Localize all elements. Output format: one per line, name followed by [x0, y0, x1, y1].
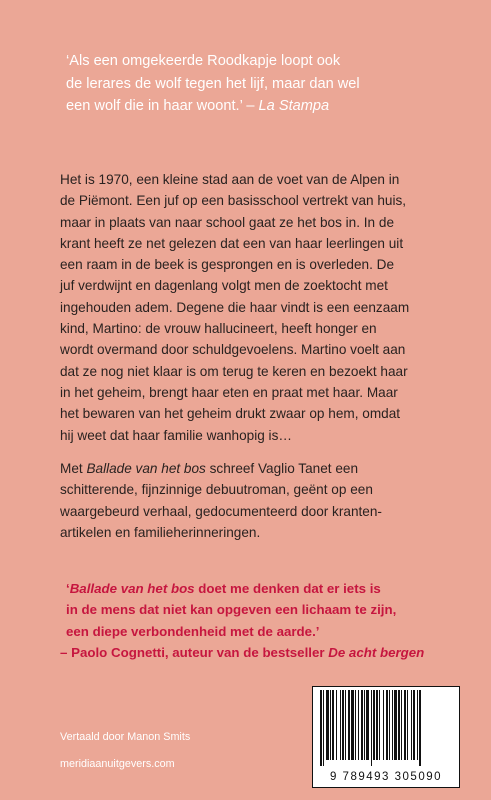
- intro-line-1: [60, 458, 445, 479]
- bottom-quote-line-1: [66, 578, 486, 599]
- top-quote-text: een wolf die in haar woont.’ –: [66, 98, 259, 114]
- intro-line-4: artikelen en familieherinneringen.: [60, 524, 261, 540]
- barcode-bar: [383, 690, 384, 760]
- barcode: [312, 686, 460, 788]
- barcode-bar: [355, 690, 356, 760]
- barcode-bar: [320, 690, 322, 766]
- bottom-quote-line-3: een diepe verbondenheid met de aarde.’: [66, 623, 320, 639]
- barcode-bar: [323, 690, 324, 766]
- barcode-bar: [366, 690, 369, 760]
- barcode-bar: [358, 690, 359, 760]
- blurb-line: juf verdwijnt en dagenlang volgt men de zoektocht met: [60, 278, 388, 294]
- intro-line-3: waargebeurd verhaal, gedocumenteerd door kranten-: [60, 503, 382, 519]
- barcode-bar: [340, 690, 341, 760]
- barcode-bar: [392, 690, 393, 760]
- top-quote-line-3: [66, 95, 436, 118]
- top-quote-source: La Stampa: [258, 98, 330, 114]
- intro-paragraph: [60, 458, 445, 543]
- blurb-line: ingehouden adem. Degene die haar vindt is een eenzaam: [60, 299, 410, 315]
- barcode-bar: [394, 690, 397, 760]
- barcode-bar: [413, 690, 415, 760]
- barcode-bar: [348, 690, 350, 760]
- barcode-bar: [351, 690, 354, 760]
- translator-credit: Vertaald door Manon Smits: [60, 731, 191, 743]
- blurb-line: dat ze nog niet klaar is om terug te keren en bezoekt haar: [60, 363, 408, 379]
- isbn-number: 9 789493 305090: [329, 771, 443, 783]
- intro-line-2: schitterende, fijnzinnige debuutroman, geënt op een: [60, 482, 373, 498]
- bottom-quote: [60, 578, 486, 663]
- barcode-bar: [364, 690, 365, 760]
- barcode-bars: [316, 690, 456, 766]
- barcode-bar: [389, 690, 390, 760]
- bottom-quote-book-title: Ballade van het bos: [69, 581, 195, 596]
- blurb-line: krant heeft ze net gelezen dat een van haar leerlingen uit: [60, 235, 404, 251]
- bottom-quote-open: ‘: [66, 581, 70, 596]
- author-attribution: – Paolo Cognetti, auteur van de bestseller: [60, 644, 329, 660]
- blurb-line: een raam in de beek is gesprongen en is overleden. De: [60, 257, 395, 273]
- barcode-bar: [417, 690, 418, 760]
- top-quote: [66, 50, 436, 118]
- barcode-bar: [373, 690, 375, 760]
- barcode-bar: [419, 690, 421, 766]
- barcode-bar: [345, 690, 346, 760]
- barcode-bar: [330, 690, 331, 760]
- barcode-bar: [411, 690, 412, 760]
- blurb-line: in het geheim, brengt haar eten en praat met haar. Maar: [60, 384, 398, 400]
- barcode-bar: [379, 690, 380, 760]
- blurb-line: de Piëmont. Een juf op een basisschool vertrekt van huis,: [60, 193, 407, 209]
- bottom-quote-rest: doet me denken dat er iets is: [194, 581, 381, 596]
- barcode-bar: [371, 690, 372, 766]
- barcode-bar: [398, 690, 400, 760]
- top-quote-line-2: de lerares de wolf tegen het lijf, maar dan wel: [66, 75, 360, 92]
- barcode-bar: [326, 690, 329, 760]
- barcode-bar: [342, 690, 344, 760]
- barcode-bar: [404, 690, 406, 760]
- intro-suffix: schreef Vaglio Tanet een: [205, 461, 359, 476]
- blurb-line: het bewaren van het geheim drukt zwaar op hem, omdat: [60, 406, 401, 422]
- blurb-line: Het is 1970, een kleine stad aan de voet van de Alpen in: [60, 172, 400, 187]
- top-quote-line-1: ‘Als een omgekeerde Roodkapje loopt ook: [66, 53, 341, 69]
- publisher-website: meridiaanuitgevers.com: [60, 758, 175, 770]
- barcode-bar: [386, 690, 388, 760]
- blurb-line: wordt overmand door schuldgevoelens. Martino voelt aan: [60, 342, 406, 358]
- barcode-bar: [332, 690, 334, 760]
- barcode-bar: [361, 690, 363, 760]
- barcode-bar: [336, 690, 337, 760]
- barcode-bar: [401, 690, 402, 760]
- blurb-line: maar in plaats van naar school gaat ze het bos in. In de: [60, 214, 395, 230]
- blurb-paragraph: [60, 169, 445, 446]
- intro-prefix: Met: [60, 461, 87, 476]
- blurb-line: hij weet dat haar familie wanhopig is…: [60, 427, 292, 443]
- barcode-bar: [407, 690, 408, 760]
- bottom-quote-line-2: in de mens dat niet kan opgeven een lichaam te zijn,: [66, 602, 397, 618]
- barcode-bar: [376, 690, 378, 760]
- blurb-line: kind, Martino: de vrouw hallucineert, heeft honger en: [60, 321, 377, 337]
- bottom-quote-author: [60, 642, 486, 663]
- intro-book-title: Ballade van het bos: [86, 461, 206, 476]
- author-book-title: De acht bergen: [328, 644, 425, 660]
